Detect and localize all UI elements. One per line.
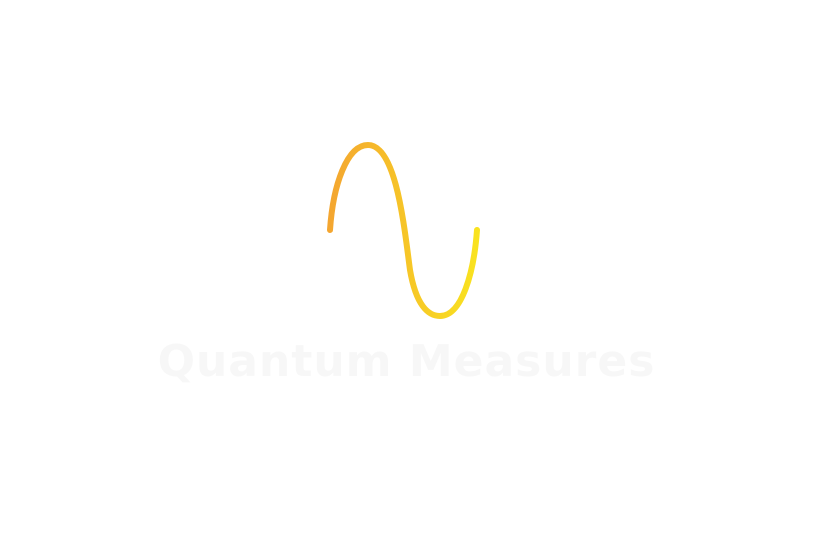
sine-wave-path bbox=[330, 145, 477, 316]
brand-name: Quantum Measures bbox=[157, 336, 656, 387]
